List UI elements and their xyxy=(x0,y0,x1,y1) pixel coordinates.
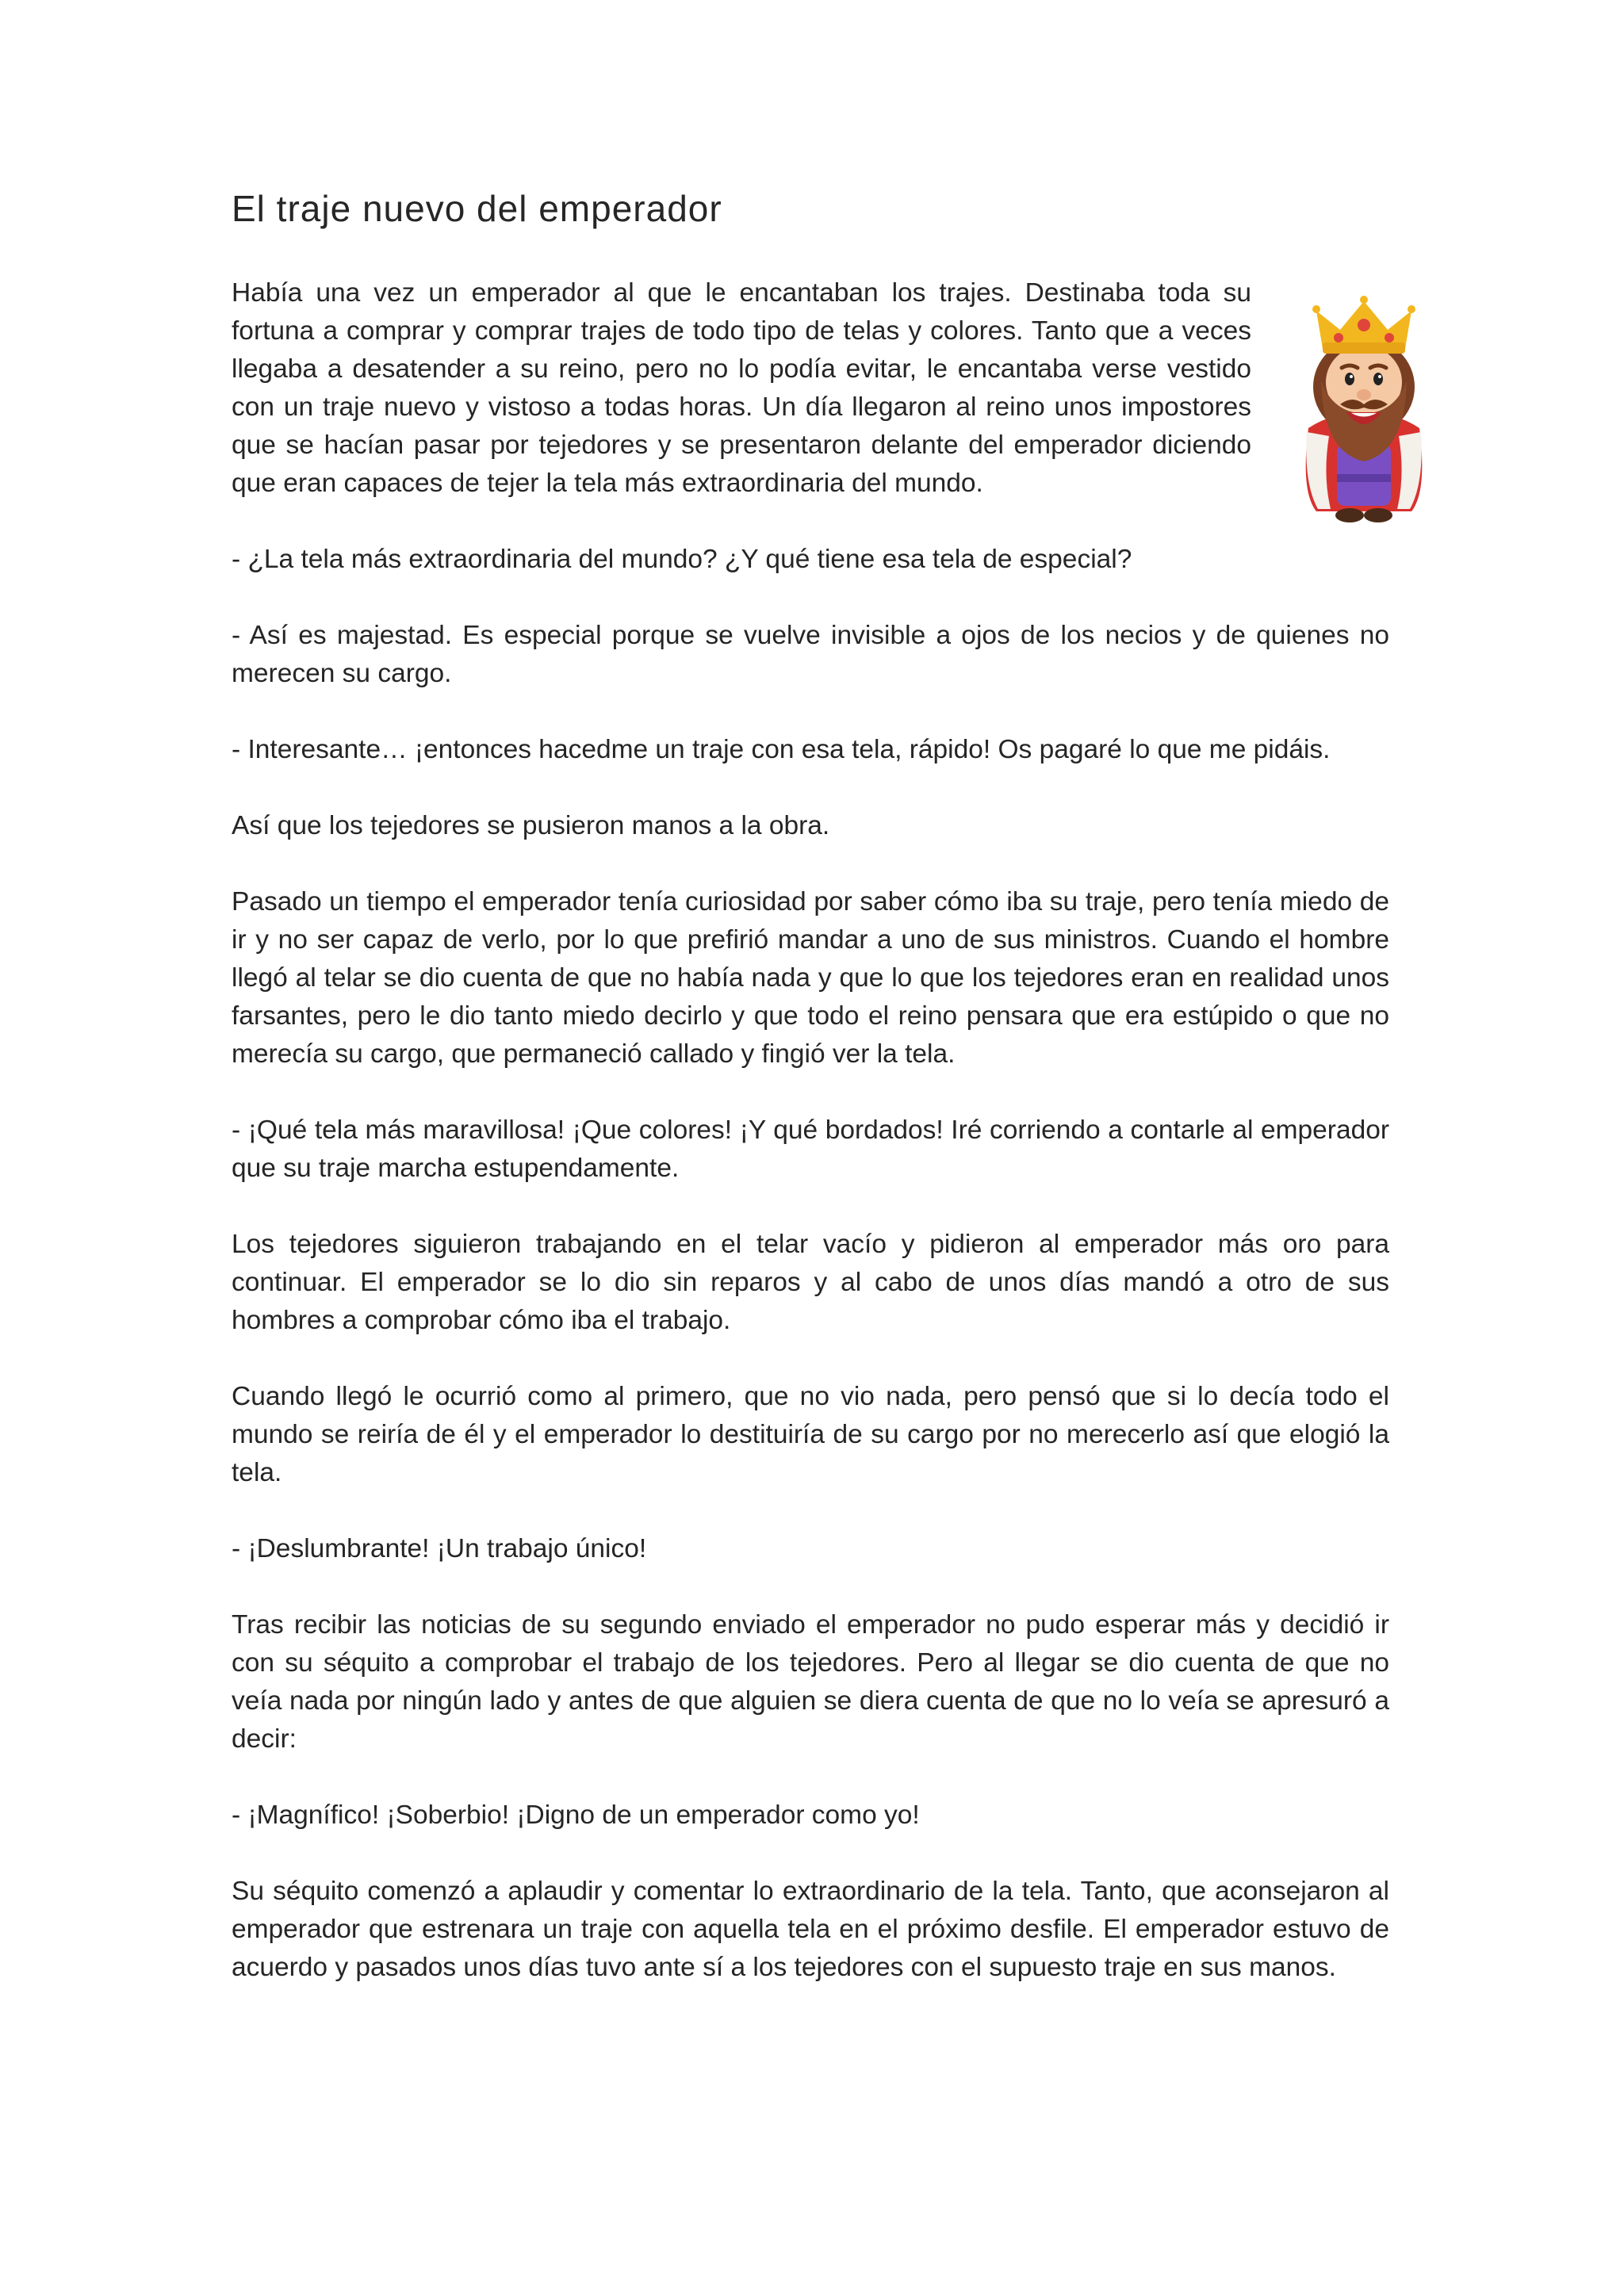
paragraph: - ¡Deslumbrante! ¡Un trabajo único! xyxy=(232,1534,647,1563)
paragraph: Había una vez un emperador al que le encantaban los trajes. Destinaba toda su fortuna a comprar y comprar trajes de todo tipo de telas y colores. Tanto que a veces llegaba a desatender a su reino, pero no lo podía evitar, le encantaba verse vestido con un traje nuevo y vistoso a todas horas. Un día llegaron al reino unos impostores que se hacían pasar por tejedores y se presentaron delante del emperador diciendo que eran capaces de tejer la tela más extraordinaria del mundo. xyxy=(232,278,1251,498)
paragraph: - Interesante… ¡entonces hacedme un traje con esa tela, rápido! Os pagaré lo que me pidáis. xyxy=(232,735,1331,764)
story-body xyxy=(232,274,1389,2025)
paragraph: Cuando llegó le ocurrió como al primero, que no vio nada, pero pensó que si lo decía todo el mundo se reiría de él y el emperador lo destituiría de su cargo por no merecerlo así que elogió la tela. xyxy=(232,1382,1389,1487)
paragraph: Pasado un tiempo el emperador tenía curiosidad por saber cómo iba su traje, pero tenía miedo de ir y no ser capaz de verlo, por lo que prefirió mandar a uno de sus ministros. Cuando el hombre llegó al telar se dio cuenta de que no había nada y que lo que los tejedores eran en realidad unos farsantes, pero le dio tanto miedo decirlo y que todo el reino pensara que era estúpido o que no merecía su cargo, que permaneció callado y fingió ver la tela. xyxy=(232,887,1389,1069)
paragraph: - ¡Qué tela más maravillosa! ¡Que colores! ¡Y qué bordados! Iré corriendo a contarle al emperador que su traje marcha estupendamente. xyxy=(232,1115,1389,1183)
paragraph: Así que los tejedores se pusieron manos a la obra. xyxy=(232,811,830,840)
paragraph: - ¡Magnífico! ¡Soberbio! ¡Digno de un emperador como yo! xyxy=(232,1800,920,1830)
paragraph: Tras recibir las noticias de su segundo enviado el emperador no pudo esperar más y decidió ir con su séquito a comprobar el trabajo de los tejedores. Pero al llegar se dio cuenta de que no veía nada por ningún lado y antes de que alguien se diera cuenta de que no lo veía se apresuró a decir: xyxy=(232,1610,1389,1754)
paragraph: - Así es majestad. Es especial porque se vuelve invisible a ojos de los necios y de quienes no merecen su cargo. xyxy=(232,621,1389,688)
paragraph: - ¿La tela más extraordinaria del mundo? ¿Y qué tiene esa tela de especial? xyxy=(232,545,1132,574)
paragraph: Su séquito comenzó a aplaudir y comentar lo extraordinario de la tela. Tanto, que aconsejaron al emperador que estrenara un traje con aquella tela en el próximo desfile. El emperador estuvo de acuerdo y pasados unos días tuvo ante sí a los tejedores con el supuesto traje en sus manos. xyxy=(232,1877,1389,1982)
paragraph: Los tejedores siguieron trabajando en el telar vacío y pidieron al emperador más oro para continuar. El emperador se lo dio sin reparos y al cabo de unos días mandó a otro de sus hombres a comprobar cómo iba el trabajo. xyxy=(232,1230,1389,1335)
story-title: El traje nuevo del emperador xyxy=(232,188,722,229)
